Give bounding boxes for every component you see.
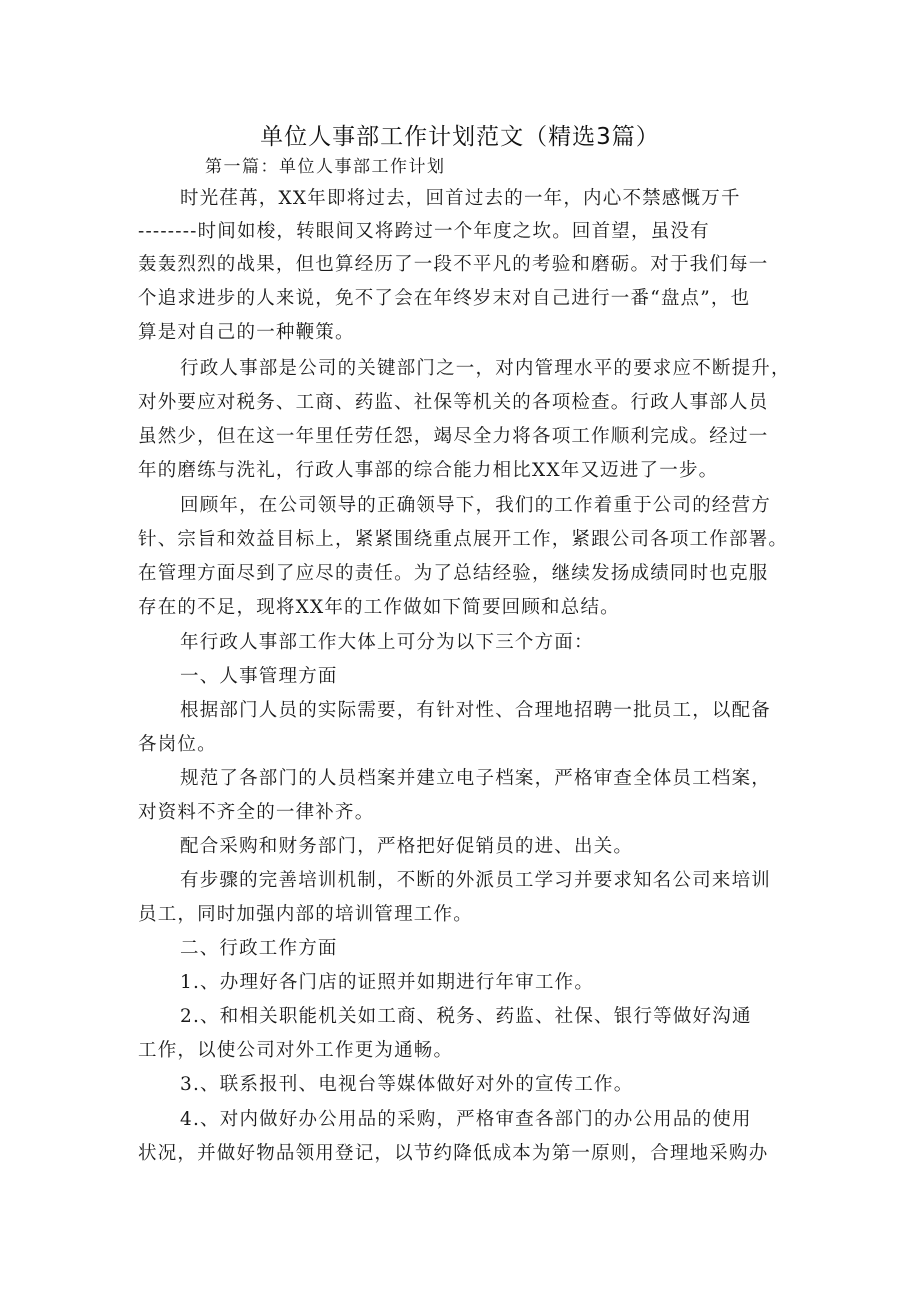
section-heading: 二、行政工作方面 bbox=[180, 938, 338, 959]
paragraph-line: 员工，同时加强内部的培训管理工作。 bbox=[138, 904, 473, 925]
list-item: 3.、联系报刊、电视台等媒体做好对外的宣传工作。 bbox=[180, 1074, 634, 1095]
paragraph-line: 行政人事部是公司的关键部门之一，对内管理水平的要求应不断提升， bbox=[180, 358, 791, 379]
paragraph-line: 根据部门人员的实际需要，有针对性、合理地招聘一批员工，以配备 bbox=[180, 700, 772, 721]
paragraph-line: 年的磨练与洗礼，行政人事部的综合能力相比XX年又迈进了一步。 bbox=[138, 460, 719, 481]
paragraph-line: 各岗位。 bbox=[138, 734, 217, 755]
paragraph-line: 时光荏苒，XX年即将过去，回首过去的一年，内心不禁感慨万千 bbox=[180, 188, 741, 209]
section-heading: 第一篇：单位人事部工作计划 bbox=[205, 157, 446, 177]
list-item: 1.、办理好各门店的证照并如期进行年审工作。 bbox=[180, 972, 595, 993]
paragraph-line: 对资料不齐全的一律补齐。 bbox=[138, 802, 375, 823]
paragraph-line: 个追求进步的人来说，免不了会在年终岁末对自己进行一番“盘点”，也 bbox=[138, 288, 751, 309]
paragraph-line: 工作，以使公司对外工作更为通畅。 bbox=[138, 1040, 454, 1061]
list-item: 4.、对内做好办公用品的采购，严格审查各部门的办公用品的使用 bbox=[180, 1109, 752, 1130]
paragraph-line: 有步骤的完善培训机制，不断的外派员工学习并要求知名公司来培训 bbox=[180, 870, 772, 891]
paragraph-line: 状况，并做好物品领用登记，以节约降低成本为第一原则，合理地采购办 bbox=[138, 1143, 769, 1164]
paragraph-line: 存在的不足，现将XX年的工作做如下简要回顾和总结。 bbox=[138, 597, 620, 618]
paragraph-line: 轰轰烈烈的战果，但也算经历了一段不平凡的考验和磨砺。对于我们每一 bbox=[138, 254, 769, 275]
paragraph-line: --------时间如梭，转眼间又将跨过一个年度之坎。回首望，虽没有 bbox=[138, 221, 710, 242]
paragraph-line: 虽然少，但在这一年里任劳任怨，竭尽全力将各项工作顺利完成。经过一 bbox=[138, 426, 769, 447]
paragraph-line: 算是对自己的一种鞭策。 bbox=[138, 322, 355, 343]
paragraph-line: 对外要应对税务、工商、药监、社保等机关的各项检查。行政人事部人员 bbox=[138, 392, 769, 413]
paragraph-line: 规范了各部门的人员档案并建立电子档案，严格审查全体员工档案， bbox=[180, 768, 772, 789]
paragraph-line: 回顾年，在公司领导的正确领导下，我们的工作着重于公司的经营方 bbox=[180, 495, 772, 516]
section-heading: 一、人事管理方面 bbox=[180, 666, 338, 687]
paragraph-line: 配合采购和财务部门，严格把好促销员的进、出关。 bbox=[180, 836, 634, 857]
paragraph-line: 在管理方面尽到了应尽的责任。为了总结经验，继续发扬成绩同时也克服 bbox=[138, 563, 769, 584]
document-title: 单位人事部工作计划范文（精选3篇） bbox=[260, 124, 660, 150]
list-item: 2.、和相关职能机关如工商、税务、药监、社保、银行等做好沟通 bbox=[180, 1006, 752, 1027]
paragraph-line: 针、宗旨和效益目标上，紧紧围绕重点展开工作，紧跟公司各项工作部署。 bbox=[138, 529, 789, 550]
paragraph-line: 年行政人事部工作大体上可分为以下三个方面： bbox=[180, 632, 594, 653]
